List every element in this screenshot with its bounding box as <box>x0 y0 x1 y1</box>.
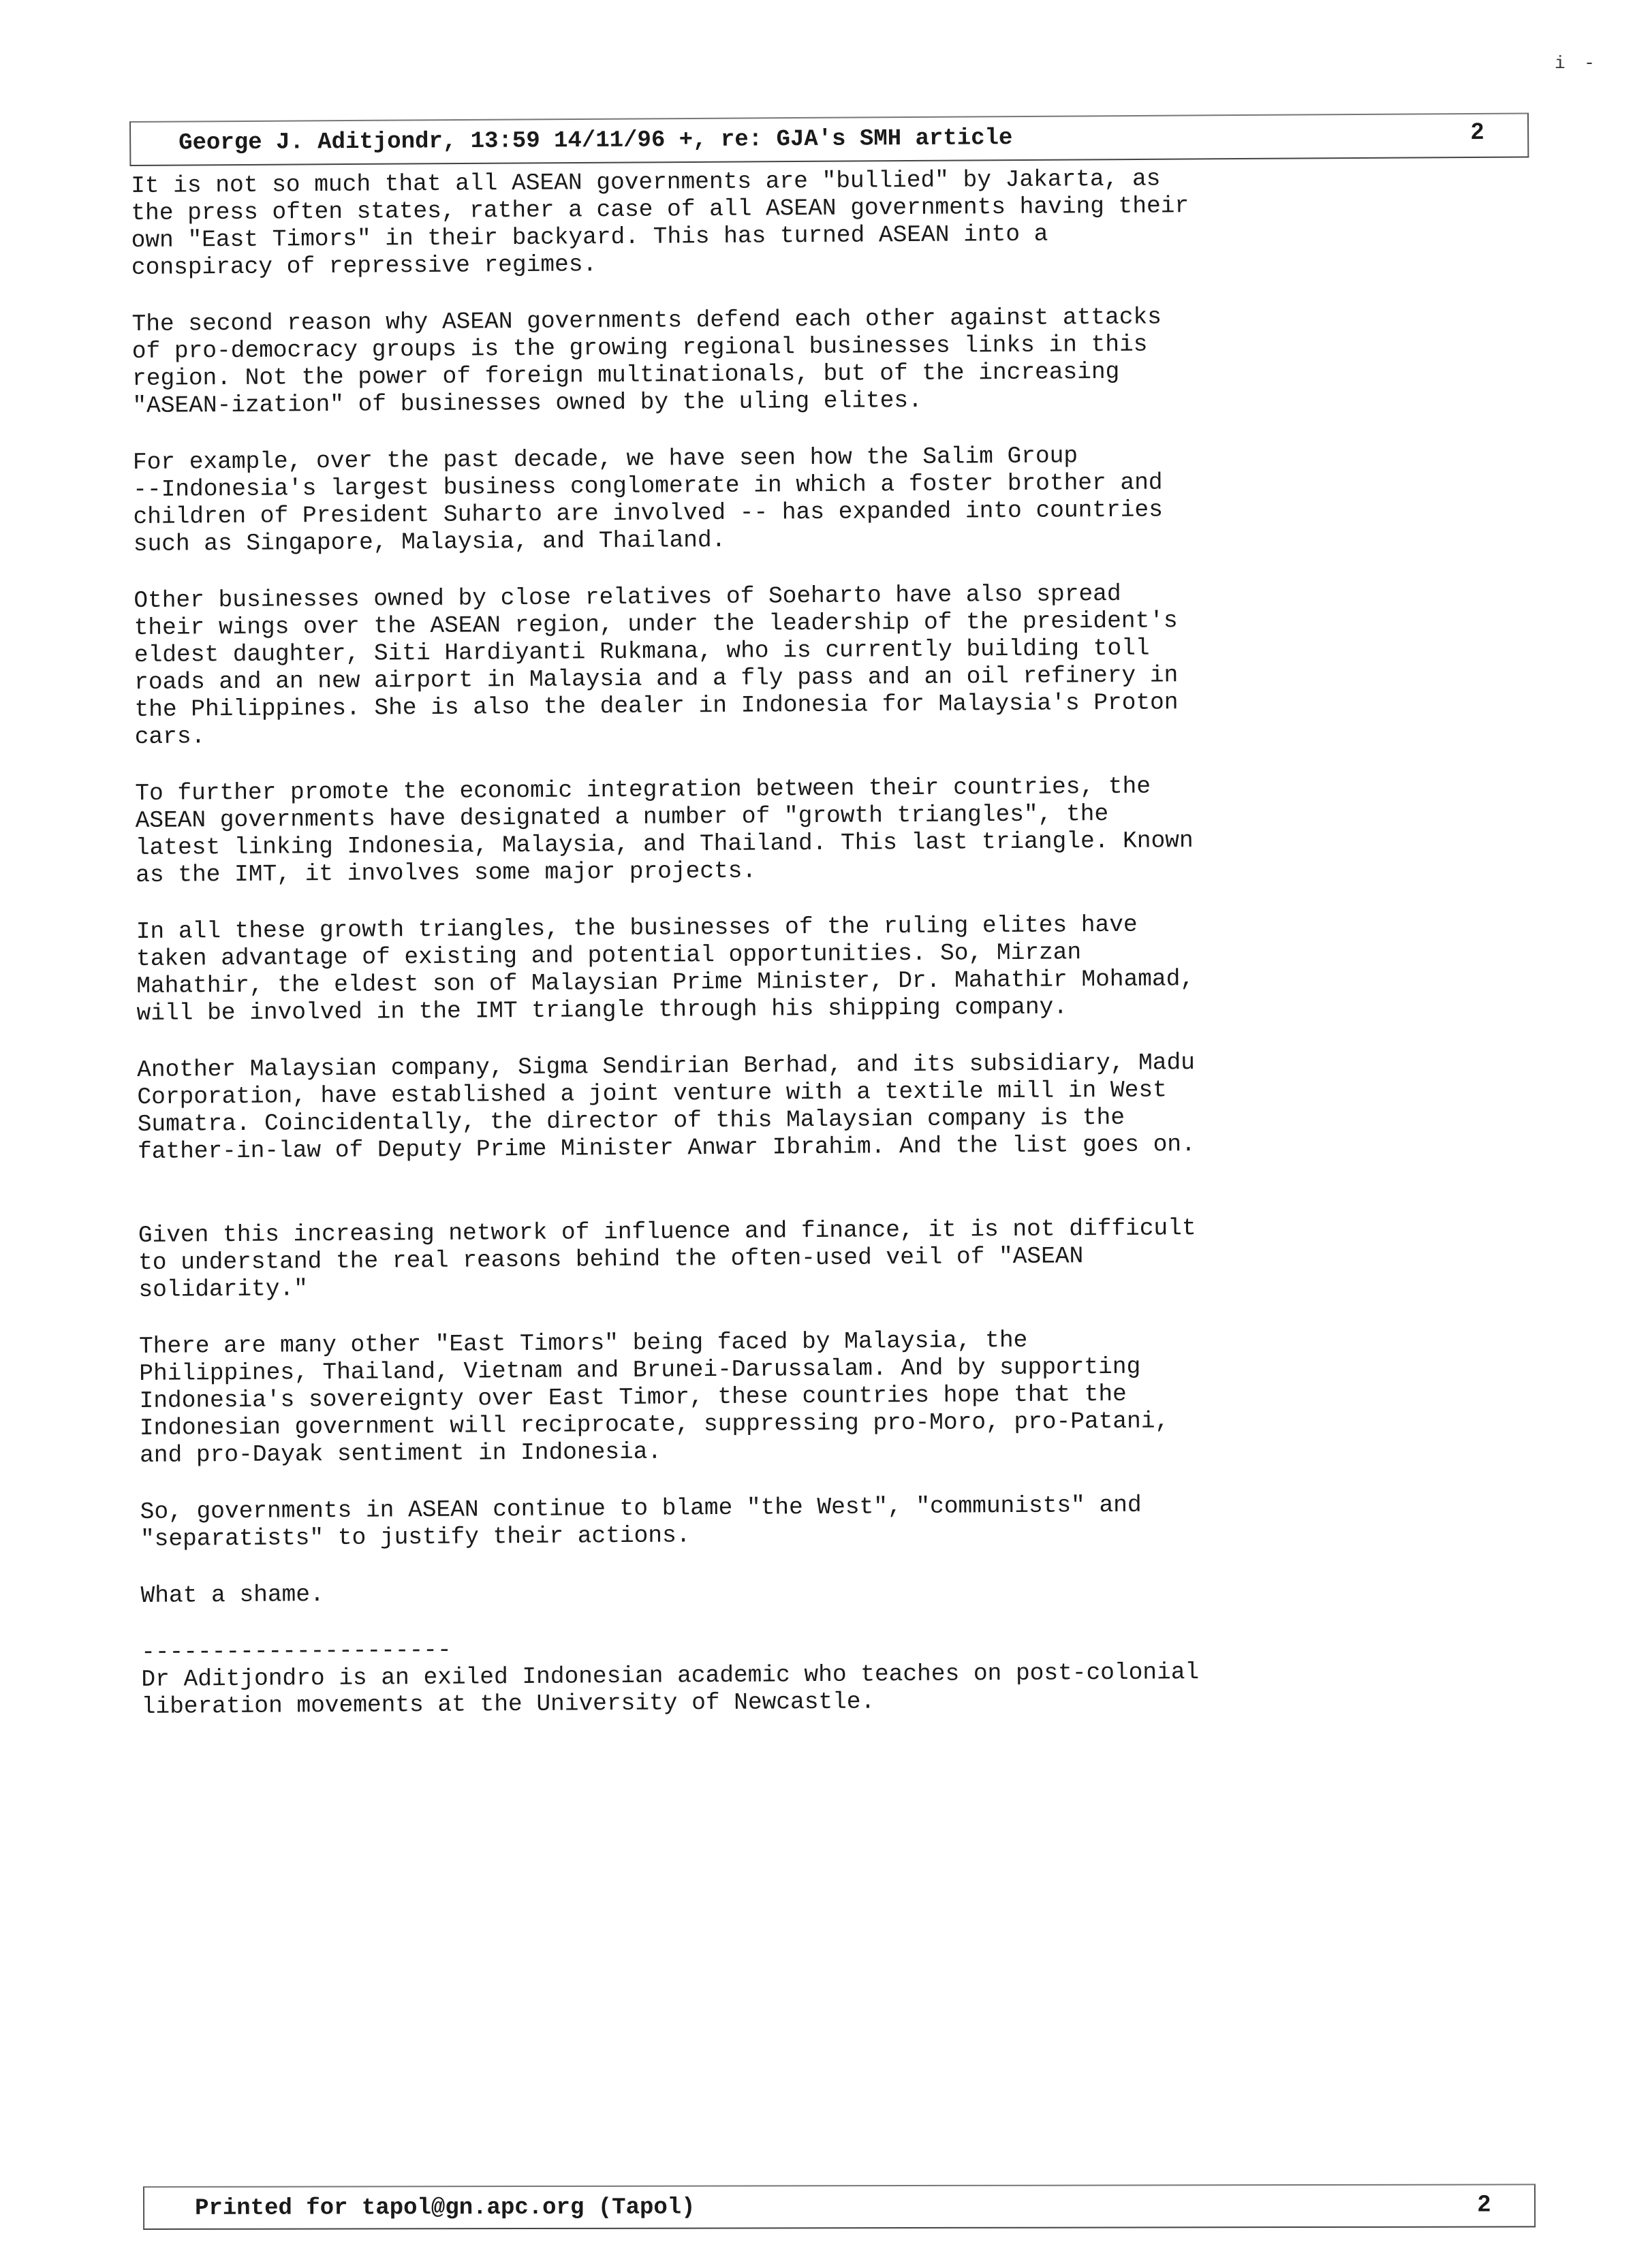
corner-mark: i - <box>1555 53 1599 74</box>
header-page-number: 2 <box>1471 118 1484 144</box>
paragraph-3: For example, over the past decade, we have seen how the Salim Group --Indonesia's largest business conglomerate in which a foster brother and children of President Suharto are involved -- has expanded into countries such as Singapore, Malaysia, and Thailand. <box>132 443 1163 558</box>
page-footer <box>143 2184 1536 2230</box>
paragraph-1: It is not so much that all ASEAN governments are "bullied" by Jakarta, as the press often states, rather a case of all ASEAN governments having their own "East Timors" in their backyard. This has turned ASEAN into a conspiracy of repressive regimes. <box>131 166 1189 281</box>
article-body <box>131 164 1436 1750</box>
footer-printed-for: Printed for tapol@gn.apc.org (Tapol) <box>195 2194 696 2222</box>
header-title: George J. Aditjondr, 13:59 14/11/96 +, re: GJA's SMH article <box>178 125 1013 157</box>
paragraph-10: So, governments in ASEAN continue to blame "the West", "communists" and "separatists" to justify their actions. <box>140 1492 1142 1553</box>
author-note: Dr Aditjondro is an exiled Indonesian academic who teaches on post-colonial liberation movements at the University of Newcastle. <box>141 1659 1200 1720</box>
paragraph-7: Another Malaysian company, Sigma Sendirian Berhad, and its subsidiary, Madu Corporation, have established a joint venture with a textile mill in West Sumatra. Coincidentally, the director of this Malaysian company is the father-in-law of Deputy Prime Minister Anwar Ibrahim. And the list goes on. <box>137 1050 1196 1165</box>
footer-page-number: 2 <box>1478 2190 1491 2217</box>
paragraph-2: The second reason why ASEAN governments defend each other against attacks of pro-democracy groups is the growing regional businesses links in this region. Not the power of foreign multinationals, but of the increasing "ASEAN-ization" of businesses owned by the uling elites. <box>131 304 1162 420</box>
paragraph-6: In all these growth triangles, the businesses of the ruling elites have taken advantage of existing and potential opportunities. So, Mirzan Mahathir, the eldest son of Malaysian Prime Minister, Dr. Mahathir Mohamad, will be involved in the IMT triangle through his shipping company. <box>136 911 1195 1027</box>
separator-line: ---------------------- <box>141 1637 452 1666</box>
paragraph-8: Given this increasing network of influence and finance, it is not difficult to understand the real reasons behind the often-used veil of "ASEAN solidarity." <box>138 1215 1196 1304</box>
paragraph-11: What a shame. <box>140 1581 324 1609</box>
paragraph-9: There are many other "East Timors" being faced by Malaysia, the Philippines, Thailand, Vietnam and Brunei-Darussalam. And by supporting Indonesia's sovereignty over East Timor, these countries hope that the Indonesian government will reciprocate, suppressing pro-Moro, pro-Patani, and pro-Dayak sentiment in Indonesia. <box>138 1327 1170 1469</box>
page-header <box>129 112 1529 166</box>
paragraph-4: Other businesses owned by close relatives of Soeharto have also spread their wings over the ASEAN region, under the leadership of the president's eldest daughter, Siti Hardiyanti Rukmana, who is currently building toll roads and an new airport in Malaysia and a fly pass and an oil refinery in the Philippines. She is also the dealer in Indonesia for Malaysia's Proton cars. <box>134 580 1179 751</box>
paragraph-5: To further promote the economic integration between their countries, the ASEAN governments have designated a number of "growth triangles", the latest linking Indonesia, Malaysia, and Thailand. This last triangle. Known as the IMT, it involves some major projects. <box>135 773 1194 889</box>
